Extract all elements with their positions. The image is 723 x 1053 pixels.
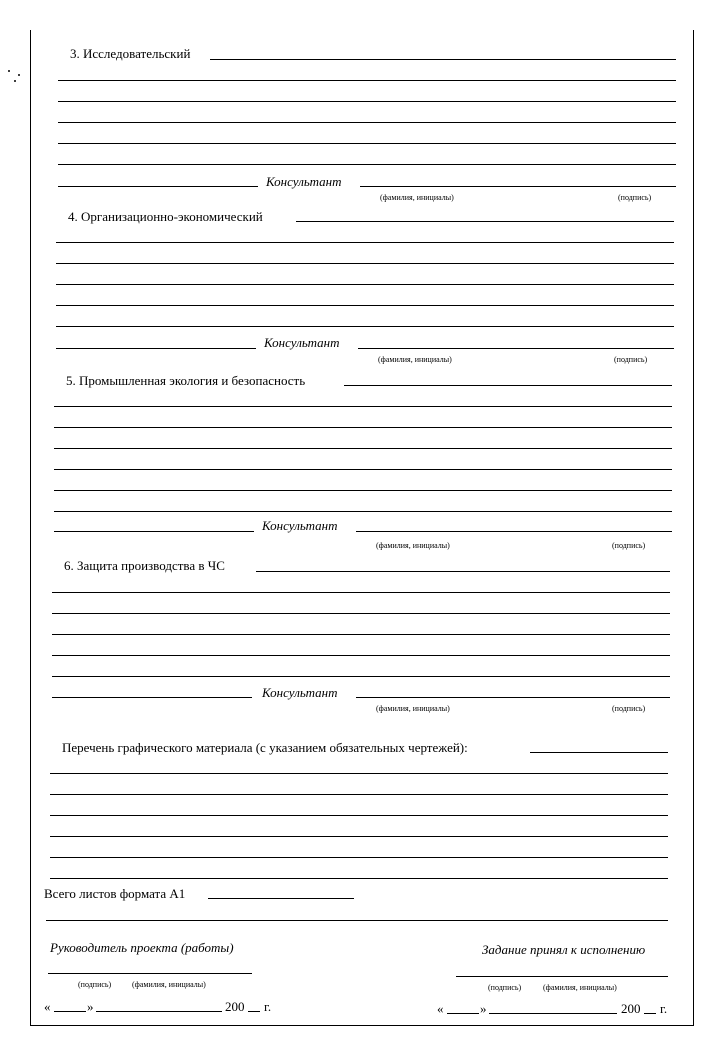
fill-line[interactable] — [54, 511, 672, 512]
date-close-quote: » — [87, 999, 94, 1014]
caption-name: (фамилия, инициалы) — [543, 983, 617, 992]
fill-line[interactable] — [46, 920, 668, 921]
section-heading: 4. Организационно-экономический — [68, 209, 263, 224]
date-month-field[interactable] — [96, 1011, 222, 1012]
fill-line[interactable] — [52, 697, 252, 698]
caption-sign: (подпись) — [78, 980, 112, 989]
fill-line[interactable] — [56, 242, 674, 243]
fill-line[interactable] — [54, 490, 672, 491]
supervisor-signature-line[interactable] — [48, 973, 252, 974]
fill-line[interactable] — [530, 752, 668, 753]
fill-line[interactable] — [54, 448, 672, 449]
fill-line[interactable] — [52, 592, 670, 593]
fill-line[interactable] — [58, 80, 676, 81]
scan-speck — [18, 74, 20, 76]
scan-speck — [8, 70, 10, 72]
fill-line[interactable] — [344, 385, 672, 386]
consultant-signature-line[interactable] — [356, 531, 672, 532]
date-year-field[interactable] — [248, 1011, 260, 1012]
fill-line[interactable] — [52, 676, 670, 677]
fill-line[interactable] — [50, 878, 668, 879]
fill-line[interactable] — [50, 773, 668, 774]
fill-line[interactable] — [58, 101, 676, 102]
caption-name: (фамилия, инициалы) — [376, 704, 450, 713]
caption-name: (фамилия, инициалы) — [132, 980, 206, 989]
consultant-signature-line[interactable] — [358, 348, 674, 349]
fill-line[interactable] — [296, 221, 674, 222]
fill-line[interactable] — [50, 857, 668, 858]
caption-sign: (подпись) — [612, 541, 646, 550]
caption-sign: (подпись) — [618, 193, 652, 202]
fill-line[interactable] — [50, 815, 668, 816]
fill-line[interactable] — [58, 143, 676, 144]
date-year-prefix: 200 — [621, 1001, 641, 1016]
section-heading: 3. Исследовательский — [70, 46, 191, 61]
accepted-signature-line[interactable] — [456, 976, 668, 977]
date-month-field[interactable] — [489, 1013, 617, 1014]
caption-sign: (подпись) — [612, 704, 646, 713]
caption-name: (фамилия, инициалы) — [380, 193, 454, 202]
consultant-label: Консультант — [264, 335, 340, 350]
page-frame — [30, 30, 694, 1026]
caption-name: (фамилия, инициалы) — [376, 541, 450, 550]
fill-line[interactable] — [50, 794, 668, 795]
accepted-title: Задание принял к исполнению — [482, 942, 646, 957]
total-sheets-label: Всего листов формата А1 — [44, 886, 186, 901]
fill-line[interactable] — [50, 836, 668, 837]
caption-name: (фамилия, инициалы) — [378, 355, 452, 364]
date-year-suffix: г. — [660, 1001, 668, 1016]
fill-line[interactable] — [58, 122, 676, 123]
date-open-quote: « — [437, 1001, 444, 1016]
fill-line[interactable] — [52, 613, 670, 614]
fill-line[interactable] — [56, 305, 674, 306]
fill-line[interactable] — [210, 59, 676, 60]
graphics-heading: Перечень графического материала (с указанием обязательных чертежей): — [62, 740, 468, 755]
fill-line[interactable] — [58, 164, 676, 165]
date-open-quote: « — [44, 999, 51, 1014]
caption-sign: (подпись) — [488, 983, 522, 992]
fill-line[interactable] — [56, 326, 674, 327]
date-year-prefix: 200 — [225, 999, 245, 1014]
total-sheets-field[interactable] — [208, 898, 354, 899]
section-heading: 6. Защита производства в ЧС — [64, 558, 225, 573]
fill-line[interactable] — [52, 634, 670, 635]
fill-line[interactable] — [54, 406, 672, 407]
consultant-label: Консультант — [262, 518, 338, 533]
caption-sign: (подпись) — [614, 355, 648, 364]
consultant-label: Консультант — [266, 174, 342, 189]
date-year-field[interactable] — [644, 1013, 656, 1014]
fill-line[interactable] — [56, 284, 674, 285]
date-close-quote: » — [480, 1001, 487, 1016]
consultant-signature-line[interactable] — [356, 697, 670, 698]
fill-line[interactable] — [54, 469, 672, 470]
supervisor-title: Руководитель проекта (работы) — [50, 940, 234, 955]
consultant-label: Консультант — [262, 685, 338, 700]
fill-line[interactable] — [52, 655, 670, 656]
section-heading: 5. Промышленная экология и безопасность — [66, 373, 306, 388]
fill-line[interactable] — [256, 571, 670, 572]
fill-line[interactable] — [56, 348, 256, 349]
fill-line[interactable] — [54, 531, 254, 532]
fill-line[interactable] — [56, 263, 674, 264]
date-year-suffix: г. — [264, 999, 272, 1014]
scan-speck — [14, 80, 16, 82]
fill-line[interactable] — [58, 186, 258, 187]
date-day-field[interactable] — [447, 1013, 479, 1014]
fill-line[interactable] — [54, 427, 672, 428]
date-day-field[interactable] — [54, 1011, 86, 1012]
consultant-signature-line[interactable] — [360, 186, 676, 187]
